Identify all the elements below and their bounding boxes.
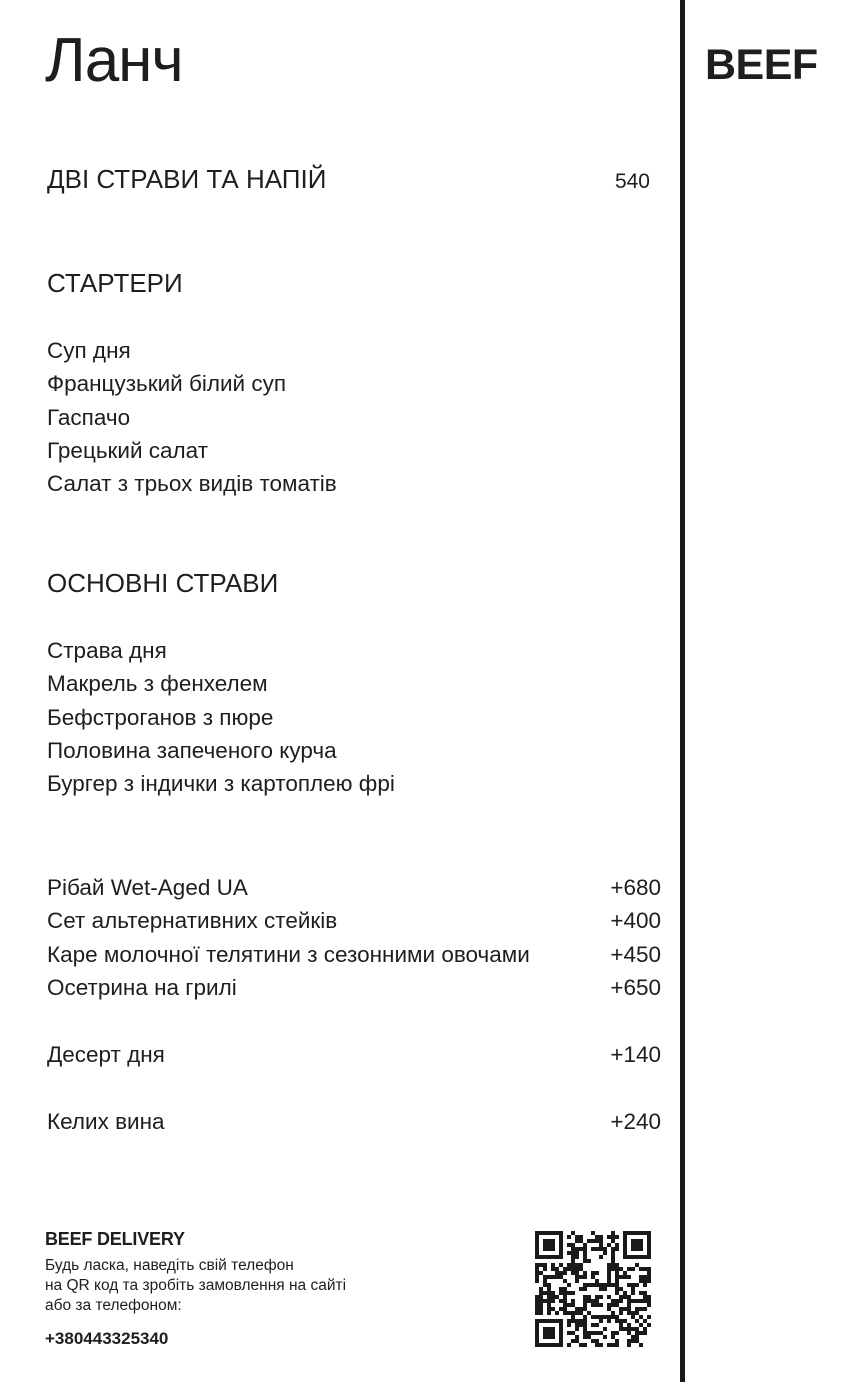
starters-heading: СТАРТЕРИ bbox=[47, 268, 183, 298]
extra-price: +650 bbox=[610, 974, 661, 1000]
list-item: Гаспачо bbox=[47, 404, 131, 430]
brand-logo: BEEF bbox=[705, 41, 818, 89]
page-title: Ланч bbox=[45, 26, 183, 95]
extra-price: +400 bbox=[610, 908, 661, 934]
dessert-name: Десерт дня bbox=[47, 1042, 165, 1067]
list-item: Страва дня bbox=[47, 638, 167, 663]
delivery-title: BEEF DELIVERY bbox=[45, 1229, 185, 1249]
vertical-divider bbox=[680, 0, 685, 1382]
list-item: Салат з трьох видів томатів bbox=[47, 471, 337, 497]
list-item: Бургер з індички з картоплею фрі bbox=[47, 771, 395, 797]
delivery-text-line: на QR код та зробіть замовлення на сайті bbox=[45, 1277, 347, 1294]
delivery-text-line: Будь ласка, наведіть свій телефон bbox=[45, 1257, 294, 1274]
extra-item bbox=[47, 871, 661, 904]
wine-price: +240 bbox=[610, 1109, 661, 1134]
list-item: Французький білий суп bbox=[47, 371, 287, 397]
mains-heading: ОСНОВНІ СТРАВИ bbox=[47, 568, 279, 598]
list-item: Макрель з фенхелем bbox=[47, 671, 268, 697]
qr-code-icon[interactable] bbox=[535, 1231, 651, 1347]
extra-price: +450 bbox=[610, 941, 661, 967]
starters-list bbox=[47, 334, 337, 500]
delivery-block bbox=[45, 1229, 405, 1349]
delivery-text-line: або за телефоном: bbox=[45, 1297, 182, 1314]
extra-name: Рібай Wet-Aged UA bbox=[47, 875, 248, 900]
combo-offer bbox=[47, 164, 650, 195]
extra-item bbox=[47, 904, 661, 937]
dessert-price: +140 bbox=[610, 1042, 661, 1067]
list-item: Суп дня bbox=[47, 338, 131, 363]
mains-list bbox=[47, 634, 395, 800]
list-item: Половина запеченого курча bbox=[47, 737, 337, 763]
extra-price: +680 bbox=[610, 875, 661, 900]
wine-item bbox=[47, 1105, 661, 1138]
combo-name: ДВІ СТРАВИ ТА НАПІЙ bbox=[47, 164, 327, 194]
wine-name: Келих вина bbox=[47, 1109, 165, 1134]
list-item: Грецький салат bbox=[47, 437, 209, 463]
extra-name: Осетрина на грилі bbox=[47, 974, 237, 1000]
extras-list bbox=[47, 871, 661, 1004]
dessert-item bbox=[47, 1038, 661, 1071]
list-item: Бефстроганов з пюре bbox=[47, 704, 274, 730]
extra-name: Каре молочної телятини з сезонними овочами bbox=[47, 941, 530, 967]
extra-item bbox=[47, 938, 661, 971]
combo-price: 540 bbox=[614, 170, 650, 193]
extra-name: Сет альтернативних стейків bbox=[47, 908, 338, 934]
extra-item bbox=[47, 971, 661, 1004]
delivery-phone[interactable]: +380443325340 bbox=[45, 1329, 169, 1348]
